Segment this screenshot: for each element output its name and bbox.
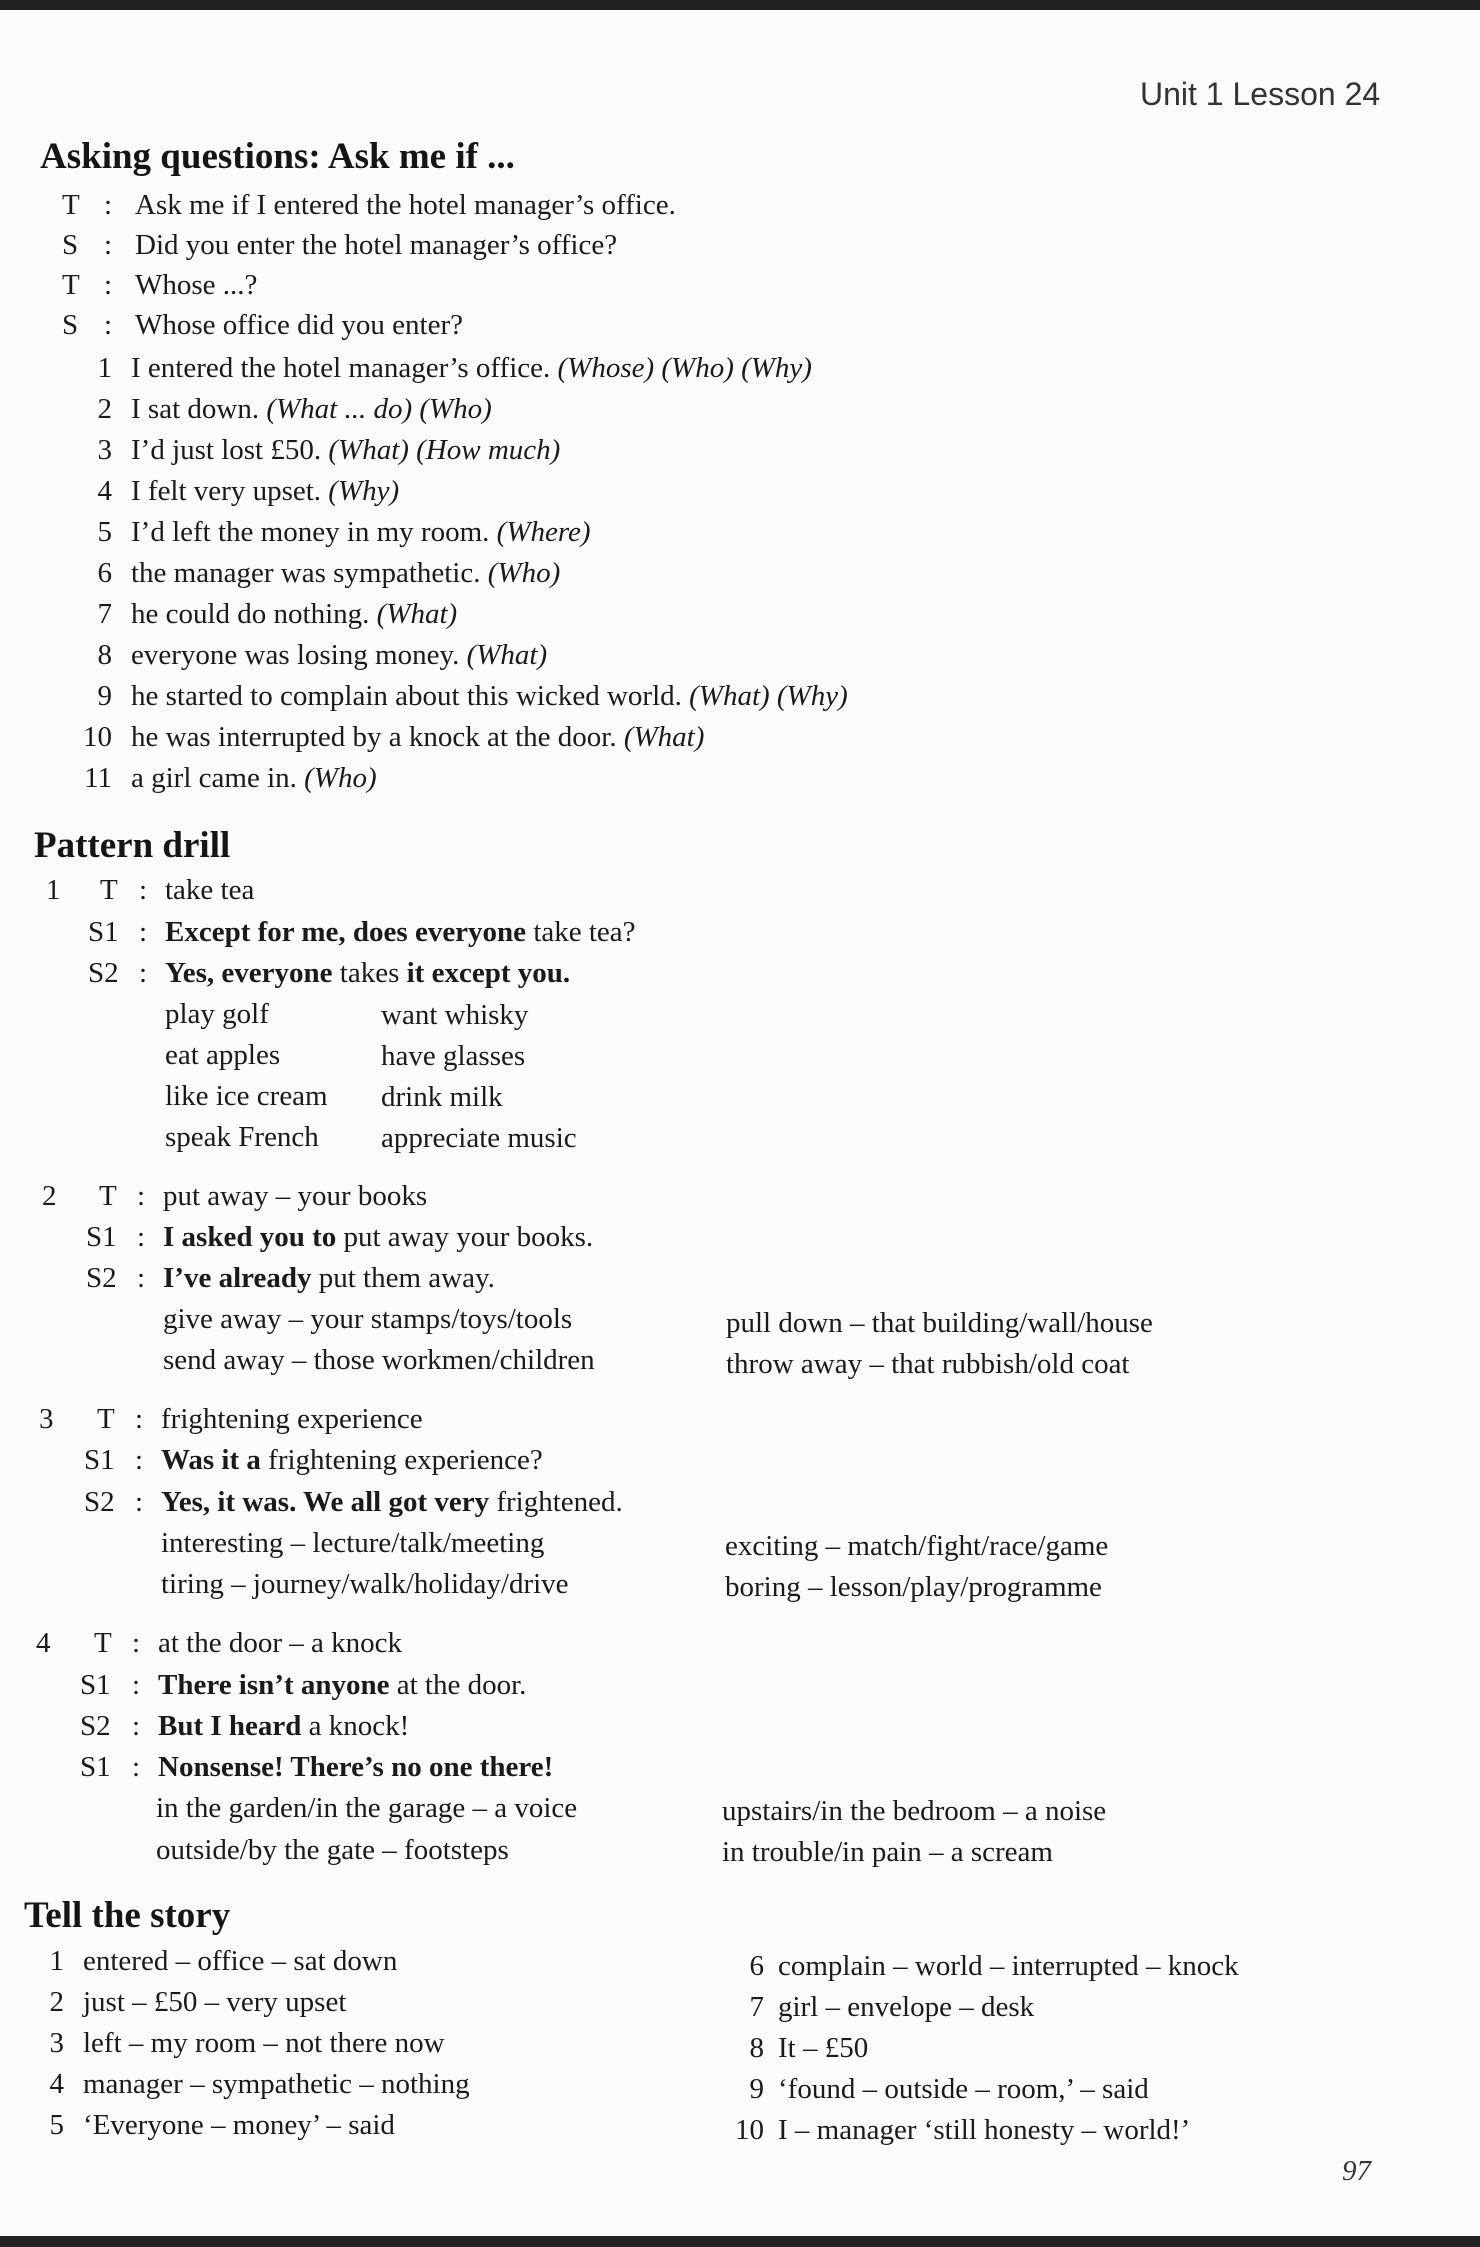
cue-word: play golf	[165, 998, 269, 1030]
ask-item: a girl came in. (Who)	[131, 762, 377, 794]
colon: :	[135, 1444, 144, 1476]
story-number: 8	[749, 2032, 764, 2064]
colon: :	[104, 269, 113, 301]
cue-phrase: interesting – lecture/talk/meeting	[161, 1527, 545, 1559]
ask-item: everyone was losing money. (What)	[131, 639, 548, 671]
role-label: T	[62, 269, 80, 301]
story-section-title: Tell the story	[24, 1895, 231, 1936]
colon: :	[139, 916, 148, 948]
ask-item: he could do nothing. (What)	[131, 598, 458, 630]
dialogue-line: Ask me if I entered the hotel manager’s office.	[135, 189, 676, 221]
story-cue: complain – world – interrupted – knock	[778, 1950, 1239, 1982]
item-number: 8	[97, 639, 112, 671]
item-number: 3	[97, 434, 112, 466]
drill-number: 4	[36, 1627, 51, 1659]
unit-lesson-header: Unit 1 Lesson 24	[1140, 76, 1381, 112]
teacher-cue: take tea	[165, 874, 255, 906]
ask-item: the manager was sympathetic. (Who)	[131, 557, 561, 589]
cue-word: have glasses	[381, 1040, 526, 1072]
student-response: Except for me, does everyone take tea?	[165, 916, 636, 948]
role-label: S	[62, 309, 79, 341]
colon: :	[104, 189, 113, 221]
cue-phrase: outside/by the gate – footsteps	[156, 1834, 509, 1866]
story-cue: ‘found – outside – room,’ – said	[778, 2073, 1149, 2105]
colon: :	[139, 874, 148, 906]
role-label: S1	[88, 916, 119, 948]
role-label: T	[62, 189, 80, 221]
student-response: I asked you to put away your books.	[163, 1221, 594, 1253]
cue-phrase: throw away – that rubbish/old coat	[726, 1348, 1130, 1380]
story-number: 9	[749, 2073, 764, 2105]
role-label: S	[62, 229, 79, 261]
item-number: 9	[97, 680, 112, 712]
dialogue-line: Whose office did you enter?	[135, 309, 464, 341]
role-label: S2	[86, 1262, 117, 1294]
item-number: 6	[97, 557, 112, 589]
cue-phrase: in trouble/in pain – a scream	[722, 1836, 1053, 1868]
colon: :	[137, 1221, 146, 1253]
story-number: 10	[735, 2114, 764, 2146]
role-label: T	[94, 1627, 112, 1659]
item-number: 10	[83, 721, 112, 753]
student-response: Yes, it was. We all got very frightened.	[161, 1486, 623, 1518]
colon: :	[132, 1669, 141, 1701]
student-response: Nonsense! There’s no one there!	[158, 1751, 554, 1783]
cue-word: speak French	[165, 1121, 319, 1153]
story-number: 4	[49, 2068, 64, 2100]
cue-phrase: give away – your stamps/toys/tools	[163, 1303, 573, 1335]
ask-item: I felt very upset. (Why)	[131, 475, 400, 507]
top-border	[0, 0, 1480, 10]
story-number: 3	[49, 2027, 64, 2059]
drill-number: 2	[42, 1180, 57, 1212]
cue-phrase: upstairs/in the bedroom – a noise	[722, 1795, 1107, 1827]
story-cue: girl – envelope – desk	[778, 1991, 1035, 2023]
colon: :	[132, 1751, 141, 1783]
cue-phrase: send away – those workmen/children	[163, 1344, 595, 1376]
role-label: S1	[84, 1444, 115, 1476]
ask-item: I’d left the money in my room. (Where)	[131, 516, 591, 548]
colon: :	[132, 1710, 141, 1742]
role-label: S1	[80, 1751, 111, 1783]
student-response: Was it a frightening experience?	[161, 1444, 543, 1476]
cue-phrase: pull down – that building/wall/house	[726, 1307, 1153, 1339]
ask-item: I entered the hotel manager’s office. (Whose) (Who) (Why)	[131, 352, 812, 384]
story-cue: left – my room – not there now	[83, 2027, 445, 2059]
cue-word: want whisky	[381, 999, 529, 1031]
teacher-cue: put away – your books	[163, 1180, 428, 1212]
colon: :	[104, 309, 113, 341]
cue-phrase: tiring – journey/walk/holiday/drive	[161, 1568, 569, 1600]
student-response: But I heard a knock!	[158, 1710, 410, 1742]
colon: :	[135, 1486, 144, 1518]
drill-section-title: Pattern drill	[34, 825, 231, 866]
role-label: S1	[80, 1669, 111, 1701]
dialogue-line: Whose ...?	[135, 269, 258, 301]
student-response: Yes, everyone takes it except you.	[165, 957, 571, 989]
cue-phrase: in the garden/in the garage – a voice	[156, 1792, 578, 1824]
ask-item: I sat down. (What ... do) (Who)	[131, 393, 492, 425]
item-number: 4	[97, 475, 112, 507]
cue-word: drink milk	[381, 1081, 503, 1113]
story-cue: It – £50	[778, 2032, 869, 2064]
story-number: 5	[49, 2109, 64, 2141]
item-number: 7	[97, 598, 112, 630]
item-number: 5	[97, 516, 112, 548]
role-label: S2	[88, 957, 119, 989]
role-label: T	[100, 874, 118, 906]
ask-item: I’d just lost £50. (What) (How much)	[131, 434, 561, 466]
story-cue: just – £50 – very upset	[83, 1986, 347, 2018]
drill-number: 1	[46, 874, 61, 906]
teacher-cue: frightening experience	[161, 1403, 423, 1435]
cue-word: appreciate music	[381, 1122, 577, 1154]
bottom-border	[0, 2236, 1480, 2247]
cue-word: eat apples	[165, 1039, 281, 1071]
story-cue: I – manager ‘still honesty – world!’	[778, 2114, 1191, 2146]
colon: :	[135, 1403, 144, 1435]
story-cue: manager – sympathetic – nothing	[83, 2068, 470, 2100]
role-label: S2	[80, 1710, 111, 1742]
story-cue: ‘Everyone – money’ – said	[83, 2109, 395, 2141]
item-number: 11	[84, 762, 112, 794]
item-number: 2	[97, 393, 112, 425]
story-cue: entered – office – sat down	[83, 1945, 398, 1977]
colon: :	[104, 229, 113, 261]
teacher-cue: at the door – a knock	[158, 1627, 403, 1659]
role-label: T	[97, 1403, 115, 1435]
role-label: S1	[86, 1221, 117, 1253]
drill-number: 3	[39, 1403, 54, 1435]
colon: :	[139, 957, 148, 989]
colon: :	[137, 1180, 146, 1212]
role-label: S2	[84, 1486, 115, 1518]
ask-item: he was interrupted by a knock at the door. (What)	[131, 721, 705, 753]
story-number: 2	[49, 1986, 64, 2018]
role-label: T	[99, 1180, 117, 1212]
item-number: 1	[97, 352, 112, 384]
page-number: 97	[1342, 2155, 1371, 2187]
story-number: 6	[749, 1950, 764, 1982]
colon: :	[137, 1262, 146, 1294]
cue-word: like ice cream	[165, 1080, 328, 1112]
student-response: There isn’t anyone at the door.	[158, 1669, 527, 1701]
ask-section-title: Asking questions: Ask me if ...	[40, 136, 515, 177]
story-number: 7	[749, 1991, 764, 2023]
story-number: 1	[49, 1945, 64, 1977]
cue-phrase: exciting – match/fight/race/game	[725, 1530, 1109, 1562]
student-response: I’ve already put them away.	[163, 1262, 495, 1294]
dialogue-line: Did you enter the hotel manager’s office?	[135, 229, 618, 261]
ask-item: he started to complain about this wicked world. (What) (Why)	[131, 680, 848, 712]
colon: :	[132, 1627, 141, 1659]
cue-phrase: boring – lesson/play/programme	[725, 1571, 1102, 1603]
